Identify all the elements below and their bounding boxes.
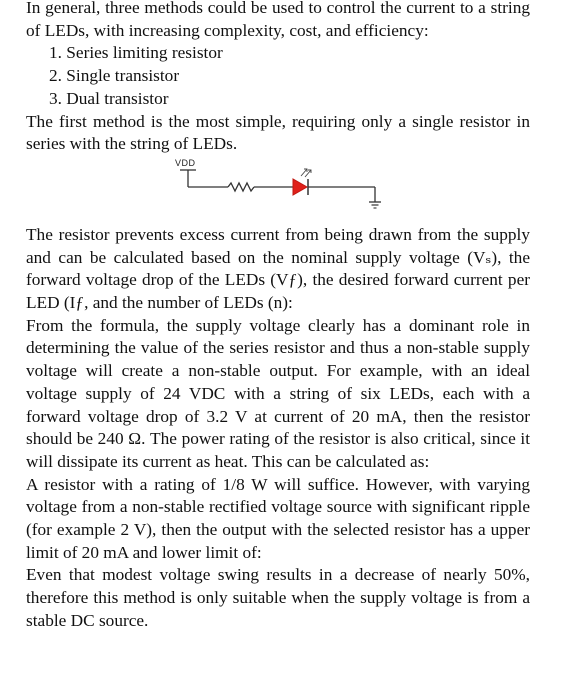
method-item: 1. Series limiting resistor [49,43,223,63]
emission-arrow [301,169,307,176]
method-item: 3. Dual transistor [49,88,169,108]
series-resistor-circuit-diagram [26,156,530,224]
rating-discussion-paragraph: A resistor with a rating of 1/8 W will suffice. However, with varying voltage from a non-stable rectified voltage source with significant ripple (for example 2 V), then the output with the selected resistor has a upper limit of 20 mA and lower limit of: [26,474,530,562]
resistor-explanation-paragraph: The resistor prevents excess current from being drawn from the supply and can be calculated based on the nominal supply voltage (Vₛ), the forward voltage drop of the LEDs (Vƒ), the desired forward current per LED (Iƒ, and the number of LEDs (n): [26,224,530,313]
formula-discussion-paragraph: From the formula, the supply voltage clearly has a dominant role in determining the value of the series resistor and thus a non-stable supply voltage will create a non-stable output. For example, with an ideal voltage supply of 24 VDC with a string of six LEDs, each with a forward voltage drop of 3.2 V at current of 20 mA, then the resistor should be 240 Ω. The power rating of the resistor is also critical, since it will dissipate its current as heat. This can be calculated as: [26,315,530,471]
circuit-schematic [26,156,530,224]
led-symbol [293,179,307,195]
conclusion-paragraph: Even that modest voltage swing results in a decrease of nearly 50%, therefore this method is only suitable when the supply voltage is from a stable DC source. [26,565,530,630]
method-item: 2. Single transistor [49,66,180,86]
simple-method-paragraph: The first method is the most simple, requiring only a single resistor in series with the string of LEDs. [26,111,530,154]
resistor-zigzag [228,183,254,191]
vdd-label: VDD [175,157,196,168]
intro-paragraph: In general, three methods could be used to control the current to a string of LEDs, with increasing complexity, cost, and efficiency: [26,0,530,40]
document-page [26,0,530,633]
methods-list [26,42,530,110]
emission-arrow [305,170,311,177]
